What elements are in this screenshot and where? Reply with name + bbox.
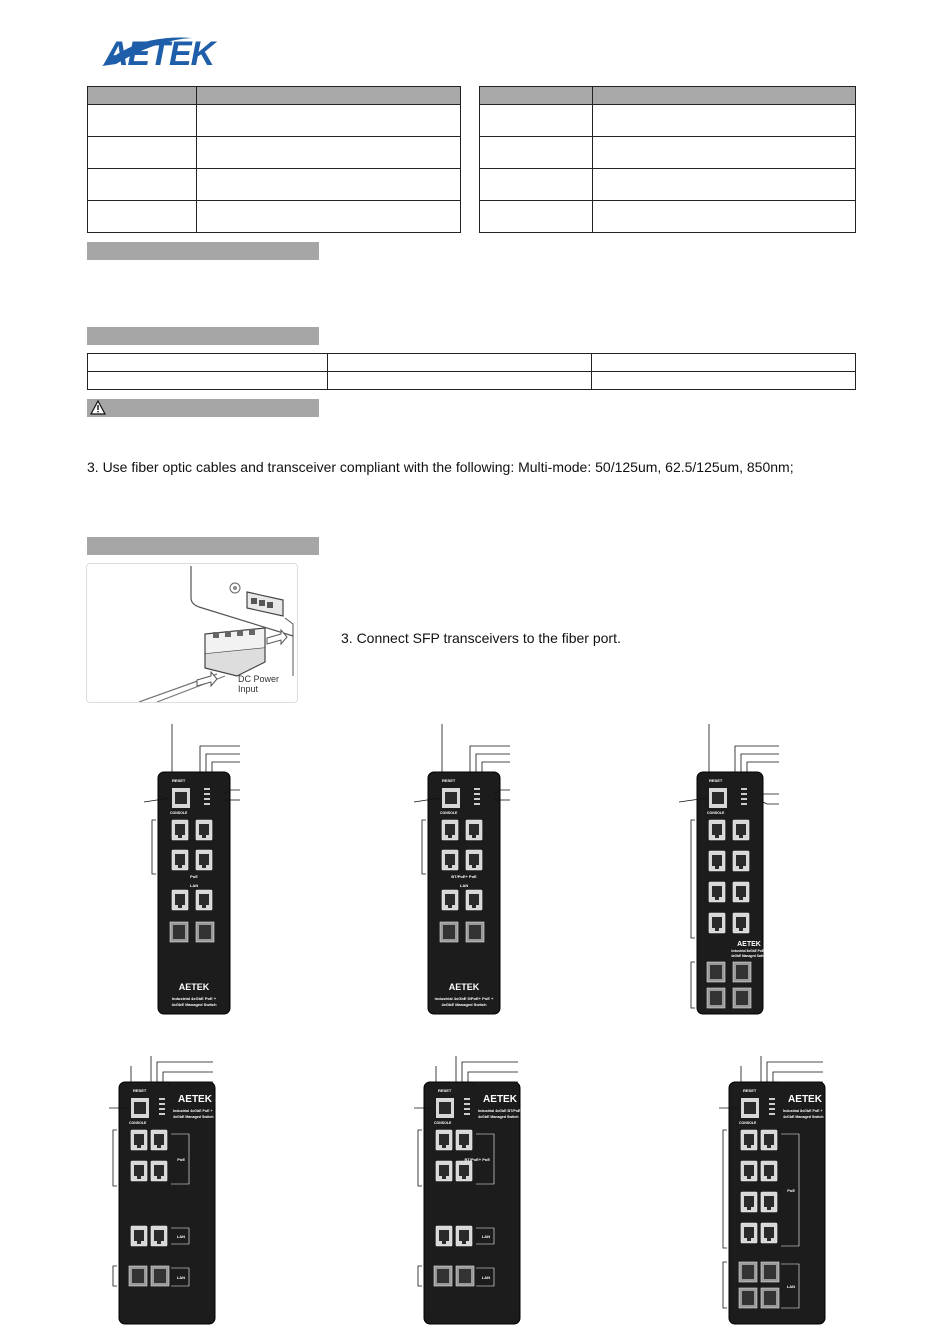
section-bar — [87, 327, 319, 345]
rj45-latch — [448, 905, 452, 908]
rj45-socket — [175, 894, 185, 905]
warning-icon — [90, 400, 106, 420]
reset-label: RESET — [438, 1088, 452, 1093]
led-indicator — [769, 1113, 775, 1115]
panel-brand: AETEK — [737, 941, 761, 948]
rj45-latch — [178, 835, 182, 838]
rj45-latch — [202, 865, 206, 868]
rj45-latch — [157, 1176, 161, 1179]
group-label: PoE — [190, 874, 198, 879]
panel-model: Industrial 8xGbE PoE + — [731, 949, 767, 953]
group-label: PoE — [177, 1157, 185, 1162]
reset-label: RESET — [709, 778, 723, 783]
sfp-cage — [199, 925, 211, 939]
rj45-latch — [767, 1238, 771, 1241]
fiber-note: 3. Use fiber optic cables and transceiver compliant with the following: Multi-mode: 50/125um, 62.5/125um, 850nm; — [87, 459, 794, 475]
console-socket — [134, 1102, 146, 1114]
table-row — [480, 105, 856, 137]
table-row — [88, 169, 461, 201]
console-label: CONSOLE — [707, 811, 725, 815]
sfp-cage — [154, 1269, 166, 1283]
rj45-latch — [739, 866, 743, 869]
console-socket — [712, 792, 724, 804]
switch-panel — [428, 772, 500, 1014]
panel-brand: AETEK — [178, 1094, 212, 1105]
sfp-cage — [459, 1269, 471, 1283]
led-indicator — [159, 1113, 165, 1115]
reset-label: RESET — [442, 778, 456, 783]
caution-bar — [87, 399, 319, 417]
table-row — [480, 169, 856, 201]
rj45-socket — [744, 1165, 754, 1176]
switch-panel — [158, 772, 230, 1014]
rj45-latch — [739, 835, 743, 838]
aetek-logo — [96, 30, 246, 70]
rj45-latch — [739, 928, 743, 931]
panel-brand: AETEK — [448, 982, 480, 992]
port-table — [87, 353, 856, 390]
rj45-latch — [747, 1207, 751, 1210]
spec-table-left — [87, 86, 461, 233]
callout-line — [773, 1072, 823, 1082]
callout-line — [206, 754, 240, 772]
rj45-socket — [199, 824, 209, 835]
panel-brand: AETEK — [178, 982, 210, 992]
rj45-latch — [448, 865, 452, 868]
group-label: LAN — [459, 883, 469, 888]
section-bar — [87, 537, 319, 555]
panel-brand: AETEK — [788, 1094, 822, 1105]
sfp-cage — [710, 965, 722, 979]
rj45-latch — [178, 865, 182, 868]
led-indicator — [159, 1103, 165, 1105]
callout-line — [468, 1072, 518, 1082]
rj45-socket — [764, 1134, 774, 1145]
rj45-latch — [739, 897, 743, 900]
sfp-cage — [742, 1291, 754, 1305]
rj45-latch — [715, 897, 719, 900]
panel-model: Industrial 4xGbE BT/PoE+ PoE + — [478, 1109, 534, 1113]
sfp-cage — [742, 1265, 754, 1279]
rj45-socket — [439, 1165, 449, 1176]
rj45-latch — [767, 1176, 771, 1179]
rj45-socket — [445, 854, 455, 865]
group-label: LAN — [481, 1275, 490, 1280]
sfp-cage — [736, 991, 748, 1005]
rj45-socket — [712, 855, 722, 866]
sfp-cage — [443, 925, 455, 939]
table-row — [88, 372, 856, 390]
led-indicator — [159, 1108, 165, 1110]
callout-line — [482, 762, 510, 772]
rj45-latch — [747, 1145, 751, 1148]
panel-model-2: 4xGbE Managed Switch — [478, 1115, 519, 1119]
sfp-cage — [764, 1291, 776, 1305]
rj45-latch — [137, 1145, 141, 1148]
rj45-latch — [472, 905, 476, 908]
switch-diagram-2 — [410, 720, 520, 1020]
console-socket — [175, 792, 187, 804]
sfp-cage — [469, 925, 481, 939]
switch-diagram-6 — [705, 1052, 855, 1332]
led-indicator — [741, 793, 747, 795]
panel-model-2: 4xGbE Managed Switch — [731, 954, 767, 958]
rj45-socket — [199, 854, 209, 865]
rj45-socket — [134, 1230, 144, 1241]
rj45-latch — [767, 1145, 771, 1148]
rj45-latch — [715, 866, 719, 869]
group-label: LAN — [176, 1275, 185, 1280]
panel-model-2: 4xGbE Managed Switch — [171, 1002, 217, 1007]
panel-model-2: 4xGbE Managed Switch — [783, 1115, 824, 1119]
led-indicator — [204, 793, 210, 795]
rj45-latch — [137, 1176, 141, 1179]
console-socket — [445, 792, 457, 804]
callout-line — [723, 1130, 727, 1248]
rj45-socket — [764, 1165, 774, 1176]
rj45-socket — [712, 917, 722, 928]
led-indicator — [769, 1098, 775, 1100]
console-label: CONSOLE — [739, 1121, 757, 1125]
sfp-cage — [132, 1269, 144, 1283]
rj45-socket — [459, 1230, 469, 1241]
led-indicator — [769, 1103, 775, 1105]
rj45-socket — [154, 1230, 164, 1241]
rj45-socket — [736, 917, 746, 928]
panel-model: Industrial 4xGbE PoE + — [171, 996, 217, 1001]
rj45-latch — [157, 1241, 161, 1244]
callout-line — [723, 1262, 727, 1308]
callout-line — [113, 1130, 117, 1186]
rj45-socket — [736, 886, 746, 897]
led-indicator — [474, 803, 480, 805]
rj45-socket — [744, 1134, 754, 1145]
reset-label: RESET — [133, 1088, 147, 1093]
panel-model: Industrial 4xGbE PoE + — [173, 1109, 213, 1113]
switch-diagram-4 — [95, 1052, 245, 1332]
rj45-latch — [715, 835, 719, 838]
rj45-socket — [445, 824, 455, 835]
callout-line — [212, 762, 240, 772]
rj45-socket — [439, 1230, 449, 1241]
led-indicator — [474, 798, 480, 800]
group-label: BT/PoE+ PoE — [464, 1157, 490, 1162]
table-row — [480, 201, 856, 233]
callout-line — [691, 820, 695, 938]
panel-model-2: 4xGbE Managed Switch — [441, 1002, 487, 1007]
rj45-latch — [715, 928, 719, 931]
group-label: LAN — [481, 1234, 490, 1239]
led-indicator — [464, 1108, 470, 1110]
rj45-socket — [175, 854, 185, 865]
panel-model: Industrial 8xGbE PoE + — [783, 1109, 823, 1113]
rj45-socket — [175, 824, 185, 835]
rj45-socket — [459, 1165, 469, 1176]
callout-line — [418, 1266, 422, 1286]
rj45-socket — [459, 1134, 469, 1145]
rj45-latch — [448, 835, 452, 838]
rj45-latch — [472, 865, 476, 868]
group-label: PoE — [787, 1188, 795, 1193]
led-indicator — [741, 803, 747, 805]
sfp-cage — [764, 1265, 776, 1279]
rj45-socket — [154, 1165, 164, 1176]
rj45-socket — [445, 894, 455, 905]
callout-line — [476, 754, 510, 772]
led-indicator — [204, 788, 210, 790]
rj45-socket — [712, 886, 722, 897]
console-label: CONSOLE — [129, 1121, 147, 1125]
table-row — [88, 105, 461, 137]
led-indicator — [464, 1098, 470, 1100]
reset-label: RESET — [172, 778, 186, 783]
rj45-socket — [736, 824, 746, 835]
table-row — [88, 354, 856, 372]
led-indicator — [769, 1108, 775, 1110]
led-indicator — [464, 1103, 470, 1105]
rj45-socket — [764, 1227, 774, 1238]
callout-line — [163, 1072, 213, 1082]
table-row — [88, 201, 461, 233]
rj45-latch — [472, 835, 476, 838]
rj45-latch — [462, 1241, 466, 1244]
spec-table-right — [479, 86, 856, 233]
callout-line — [422, 820, 426, 874]
rj45-socket — [712, 824, 722, 835]
sfp-cage — [710, 991, 722, 1005]
console-socket — [439, 1102, 451, 1114]
rj45-latch — [442, 1176, 446, 1179]
reset-label: RESET — [743, 1088, 757, 1093]
rj45-latch — [442, 1241, 446, 1244]
led-indicator — [741, 798, 747, 800]
console-socket — [744, 1102, 756, 1114]
rj45-latch — [202, 835, 206, 838]
section-bar — [87, 242, 319, 260]
callout-line — [152, 820, 156, 874]
rj45-latch — [202, 905, 206, 908]
rj45-socket — [199, 894, 209, 905]
console-label: CONSOLE — [434, 1121, 452, 1125]
logo-text: AETEK — [104, 35, 215, 70]
switch-diagram-1 — [140, 720, 250, 1020]
rj45-socket — [764, 1196, 774, 1207]
rj45-latch — [137, 1241, 141, 1244]
led-indicator — [159, 1098, 165, 1100]
callout-line — [735, 746, 779, 772]
rj45-socket — [134, 1165, 144, 1176]
callout-line — [747, 762, 779, 772]
callout-line — [418, 1130, 422, 1186]
console-label: CONSOLE — [170, 811, 188, 815]
rj45-latch — [157, 1145, 161, 1148]
led-indicator — [741, 788, 747, 790]
rj45-socket — [134, 1134, 144, 1145]
rj45-socket — [744, 1196, 754, 1207]
rj45-latch — [747, 1176, 751, 1179]
led-indicator — [204, 803, 210, 805]
sfp-note: 3. Connect SFP transceivers to the fiber port. — [341, 630, 621, 646]
group-label: BT/PoE+ PoE — [451, 874, 477, 879]
callout-line — [113, 1266, 117, 1286]
led-indicator — [474, 788, 480, 790]
group-label: LAN — [189, 883, 199, 888]
led-indicator — [474, 793, 480, 795]
sfp-cage — [437, 1269, 449, 1283]
rj45-socket — [469, 824, 479, 835]
panel-model: Industrial 4xGbE 5/PoE+ PoE + — [434, 996, 494, 1001]
switch-diagram-5 — [400, 1052, 550, 1332]
panel-model-2: 4xGbE Managed Switch — [173, 1115, 214, 1119]
sfp-cage — [173, 925, 185, 939]
rj45-latch — [747, 1238, 751, 1241]
led-indicator — [464, 1113, 470, 1115]
led-indicator — [204, 798, 210, 800]
rj45-socket — [469, 854, 479, 865]
dc-power-label: DC Power Input — [238, 674, 280, 694]
rj45-socket — [439, 1134, 449, 1145]
rj45-latch — [462, 1145, 466, 1148]
rj45-latch — [462, 1176, 466, 1179]
rj45-socket — [469, 894, 479, 905]
callout-line — [691, 962, 695, 1008]
group-label: LAN — [786, 1284, 795, 1289]
table-row — [88, 137, 461, 169]
dc-power-illustration — [86, 563, 298, 703]
sfp-cage — [736, 965, 748, 979]
panel-brand: AETEK — [483, 1094, 517, 1105]
rj45-latch — [767, 1207, 771, 1210]
switch-diagram-3 — [675, 720, 785, 1020]
console-label: CONSOLE — [440, 811, 458, 815]
rj45-latch — [178, 905, 182, 908]
group-label: LAN — [176, 1234, 185, 1239]
table-row — [480, 137, 856, 169]
rj45-socket — [736, 855, 746, 866]
rj45-socket — [744, 1227, 754, 1238]
rj45-latch — [442, 1145, 446, 1148]
rj45-socket — [154, 1134, 164, 1145]
